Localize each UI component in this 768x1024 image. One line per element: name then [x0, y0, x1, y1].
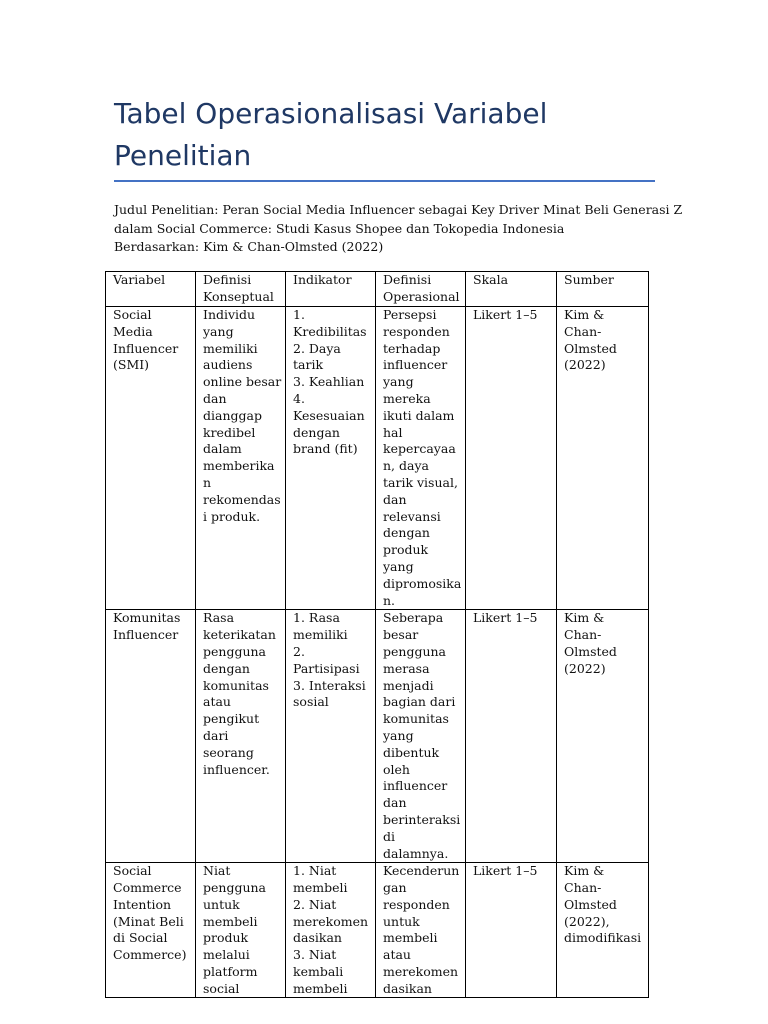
- indikator-item: 2. Daya tarik: [293, 340, 341, 373]
- cell-indikator: [286, 610, 376, 863]
- header-skala: Skala: [466, 272, 557, 307]
- cell-definisi-operasional: Kecenderungan responden untuk membeli atau merekomendasikan: [376, 863, 466, 998]
- research-info: [114, 201, 683, 257]
- title-underline: [114, 180, 655, 182]
- table-header-row: [106, 272, 649, 307]
- indikator-item: 4. Kesesuaian dengan brand (fit): [293, 390, 365, 457]
- cell-variabel: Komunitas Influencer: [106, 610, 196, 863]
- research-title-line-2: dalam Social Commerce: Studi Kasus Shopee dan Tokopedia Indonesia: [114, 220, 565, 236]
- cell-skala: Likert 1–5: [466, 307, 557, 610]
- indikator-item: 1. Kredibilitas: [293, 307, 367, 339]
- cell-definisi-operasional: Seberapa besar pengguna merasa menjadi bagian dari komunitas yang dibentuk oleh influencer dan berinteraksi di dalamnya.: [376, 610, 466, 863]
- header-definisi-konseptual: Definisi Konseptual: [196, 272, 286, 307]
- cell-sumber: Kim & Chan-Olmsted (2022), dimodifikasi: [557, 863, 649, 998]
- cell-definisi-konseptual: Rasa keterikatan pengguna dengan komunitas atau pengikut dari seorang influencer.: [196, 610, 286, 863]
- header-variabel: Variabel: [106, 272, 196, 307]
- indikator-item: 2. Niat merekomendasikan: [293, 896, 369, 946]
- cell-indikator: [286, 863, 376, 998]
- table-row: [106, 307, 649, 610]
- header-indikator: Indikator: [286, 272, 376, 307]
- cell-variabel: Social Commerce Intention (Minat Beli di Social Commerce): [106, 863, 196, 998]
- table-row: [106, 610, 649, 863]
- indikator-item: 3. Interaksi sosial: [293, 677, 366, 710]
- operationalization-table: [105, 271, 649, 998]
- page-title: Tabel Operasionalisasi Variabel Penelitian: [114, 97, 548, 172]
- indikator-item: 3. Niat kembali membeli: [293, 947, 348, 996]
- table-row: [106, 863, 649, 998]
- cell-indikator: [286, 307, 376, 610]
- header-sumber: Sumber: [557, 272, 649, 307]
- cell-variabel: Social Media Influencer (SMI): [106, 307, 196, 610]
- cell-definisi-konseptual: Niat pengguna untuk membeli produk melalui platform social: [196, 863, 286, 998]
- indikator-item: 3. Keahlian: [293, 374, 365, 390]
- cell-sumber: Kim & Chan-Olmsted (2022): [557, 610, 649, 863]
- cell-definisi-operasional: Persepsi responden terhadap influencer yang mereka ikuti dalam hal kepercayaan, daya tarik visual, dan relevansi dengan produk yang dipromosikan.: [376, 307, 466, 610]
- cell-definisi-konseptual: Individu yang memiliki audiens online besar dan dianggap kredibel dalam memberikan rekomendasi produk.: [196, 307, 286, 610]
- indikator-item: 2. Partisipasi: [293, 643, 360, 676]
- cell-skala: Likert 1–5: [466, 863, 557, 998]
- indikator-item: 1. Niat membeli: [293, 863, 348, 896]
- indikator-item: 1. Rasa memiliki: [293, 610, 348, 643]
- cell-skala: Likert 1–5: [466, 610, 557, 863]
- header-definisi-operasional: Definisi Operasional: [376, 272, 466, 307]
- research-basis: Berdasarkan: Kim & Chan-Olmsted (2022): [114, 239, 384, 254]
- cell-sumber: Kim & Chan-Olmsted (2022): [557, 307, 649, 610]
- research-title-line-1: Judul Penelitian: Peran Social Media Influencer sebagai Key Driver Minat Beli Generasi Z: [114, 202, 683, 217]
